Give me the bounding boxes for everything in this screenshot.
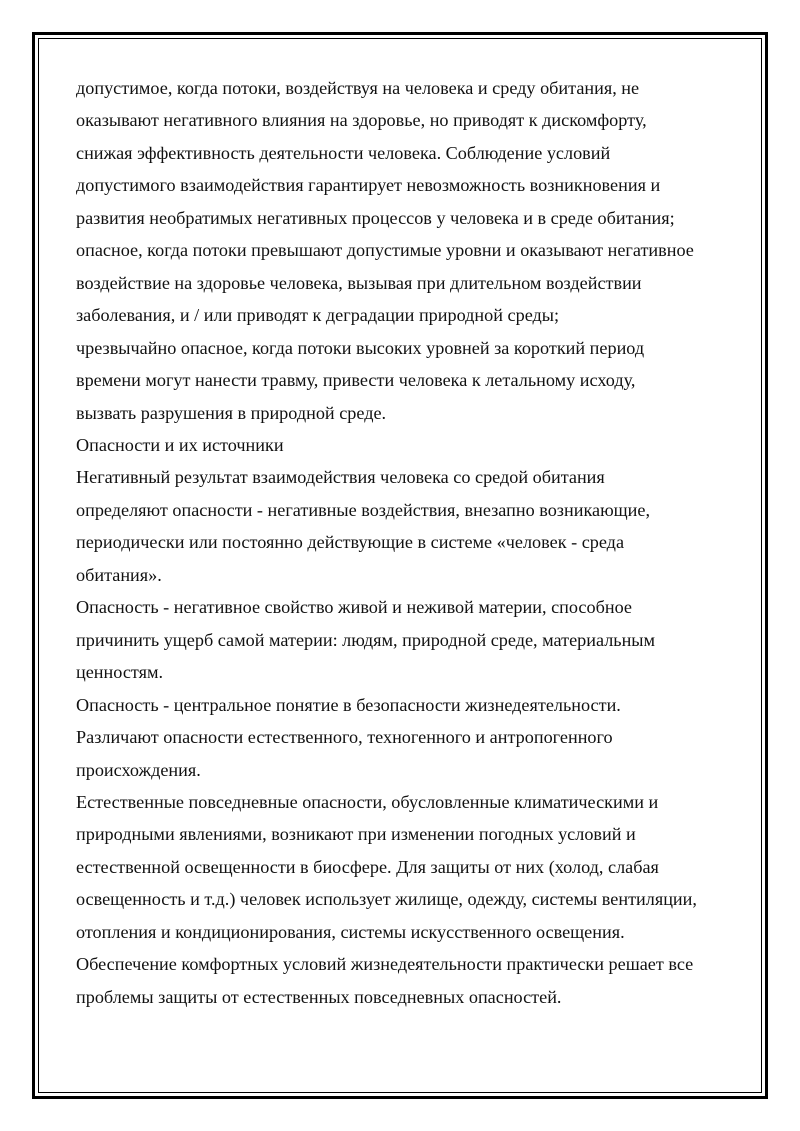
text-line: вызвать разрушения в природной среде.: [76, 402, 387, 423]
text-line: определяют опасности - негативные воздействия, внезапно возникающие,: [76, 499, 651, 520]
text-line: Естественные повседневные опасности, обусловленные климатическими и: [76, 791, 659, 812]
text-line: оказывают негативного влияния на здоровье, но приводят к дискомфорту,: [76, 110, 647, 131]
text-line: обитания».: [76, 564, 162, 585]
text-line: допустимое, когда потоки, воздействуя на человека и среду обитания, не: [76, 78, 640, 98]
text-line: Обеспечение комфортных условий жизнедеятельности практически решает все: [76, 954, 694, 975]
document-body: [76, 72, 736, 1013]
text-line: воздействие на здоровье человека, вызывая при длительном воздействии: [76, 272, 642, 293]
text-line: отопления и кондиционирования, системы искусственного освещения.: [76, 921, 625, 942]
text-line: ценностям.: [76, 662, 164, 683]
text-line: Различают опасности естественного, техногенного и антропогенного: [76, 727, 613, 748]
text-line: происхождения.: [76, 759, 201, 780]
text-line: природными явлениями, возникают при изменении погодных условий и: [76, 824, 636, 845]
text-line: заболевания, и / или приводят к деградации природной среды;: [76, 305, 560, 326]
text-line: опасное, когда потоки превышают допустимые уровни и оказывают негативное: [76, 240, 694, 261]
text-line: освещенность и т.д.) человек использует жилище, одежду, системы вентиляции,: [76, 889, 697, 910]
text-line: Опасность - центральное понятие в безопасности жизнедеятельности.: [76, 694, 621, 715]
text-line: проблемы защиты от естественных повседневных опасностей.: [76, 986, 562, 1007]
text-line: времени могут нанести травму, привести человека к летальному исходу,: [76, 370, 636, 391]
section-heading: Опасности и их источники: [76, 434, 284, 455]
text-line: снижая эффективность деятельности человека. Соблюдение условий: [76, 142, 611, 163]
text-line: периодически или постоянно действующие в системе «человек - среда: [76, 532, 625, 553]
text-line: естественной освещенности в биосфере. Для защиты от них (холод, слабая: [76, 856, 659, 877]
text-line: чрезвычайно опасное, когда потоки высоких уровней за короткий период: [76, 337, 645, 358]
text-line: Опасность - негативное свойство живой и неживой материи, способное: [76, 597, 632, 618]
text-line: Негативный результат взаимодействия человека со средой обитания: [76, 467, 605, 488]
text-line: допустимого взаимодействия гарантирует невозможность возникновения и: [76, 175, 661, 196]
text-line: развития необратимых негативных процессов у человека и в среде обитания;: [76, 207, 675, 228]
text-line: причинить ущерб самой материи: людям, природной среде, материальным: [76, 629, 656, 650]
